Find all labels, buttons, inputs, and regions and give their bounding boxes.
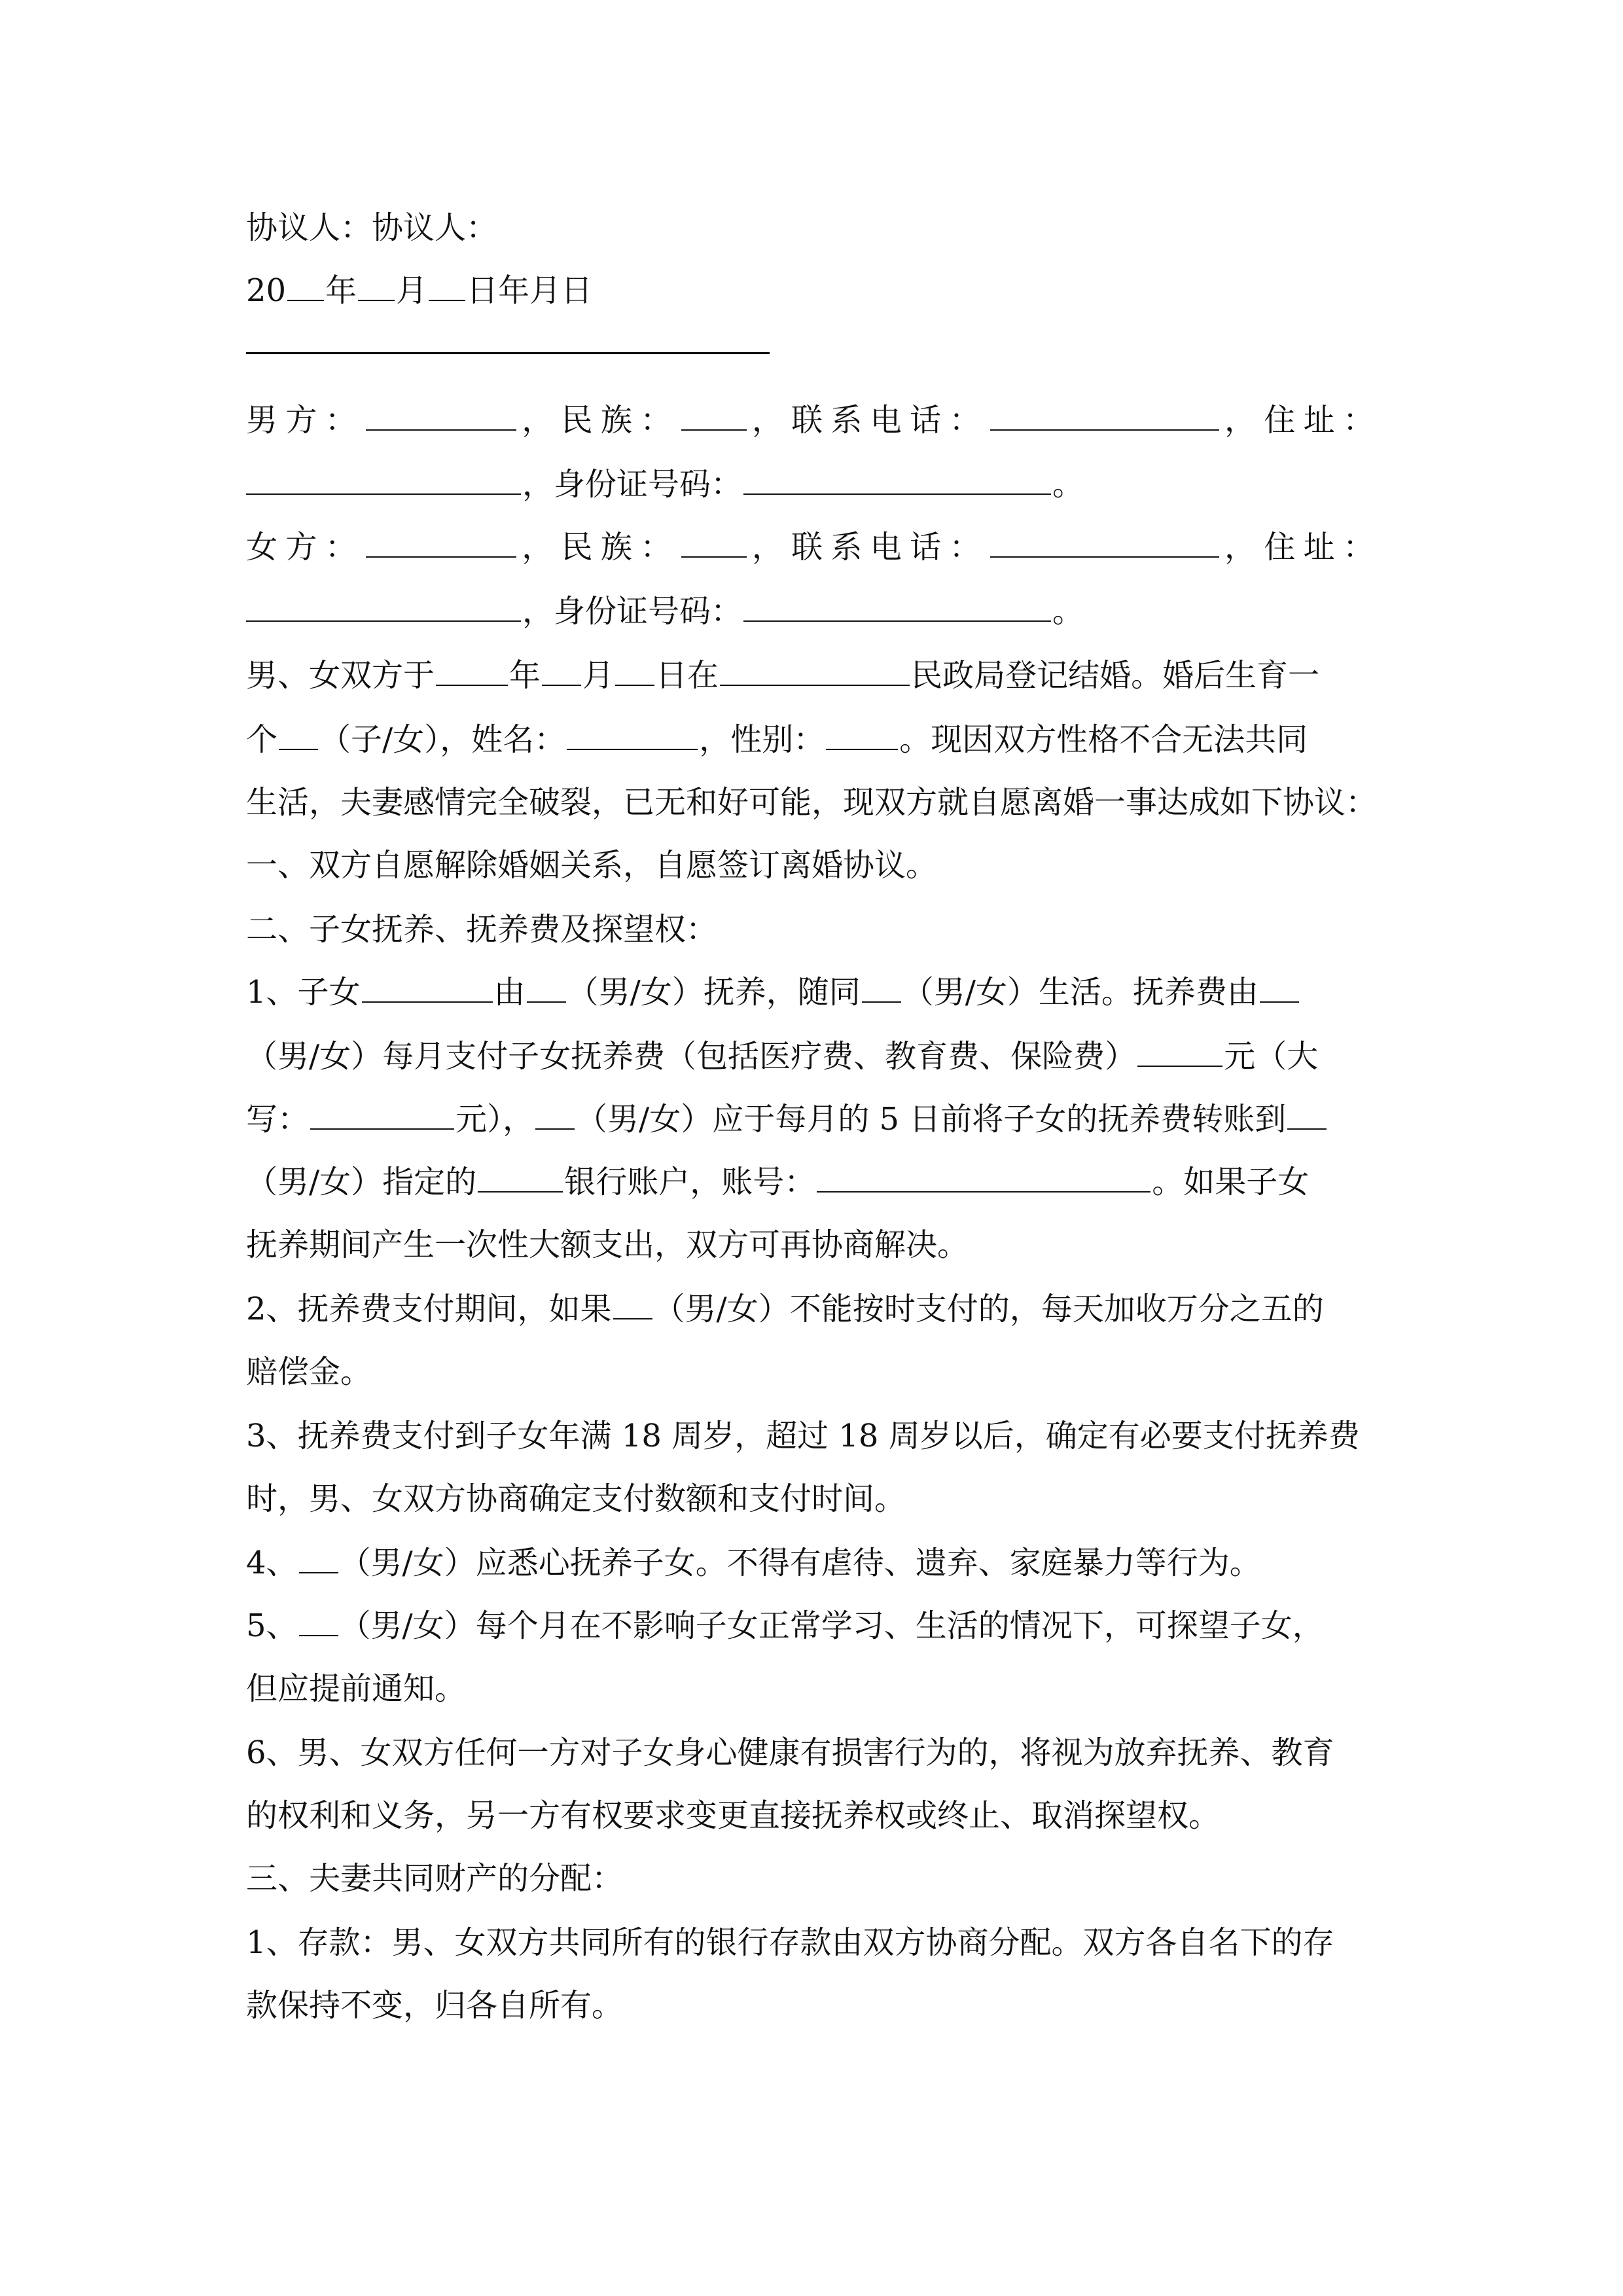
female-address-blank[interactable]: [246, 592, 521, 622]
intro-line3: 生活，夫妻感情完全破裂，已无和好可能，现双方就自愿离婚一事达成如下协议：: [246, 784, 1378, 821]
text: ，性别：: [699, 721, 825, 758]
custody-item5-line1: [246, 1606, 1378, 1645]
custody-item1-line4: [246, 1162, 1378, 1202]
custody-item6-line2: 的权利和义务，另一方有权要求变更直接抚养权或终止、取消探望权。: [246, 1797, 1221, 1834]
text: 写：: [246, 1101, 310, 1138]
period: 。: [1052, 593, 1084, 630]
custody-item3-line2: 时，男、女双方协商确定支付数额和支付时间。: [246, 1480, 906, 1517]
female-party-line2: [246, 592, 1378, 631]
intro-line2: [246, 720, 1378, 759]
amount-blank[interactable]: [1137, 1037, 1222, 1067]
custody-item1-line5: 抚养期间产生一次性大额支出，双方可再协商解决。: [246, 1227, 969, 1263]
section-3-heading: 三、夫妻共同财产的分配：: [246, 1860, 624, 1897]
female-ethnicity-label: ，民族：: [517, 529, 680, 565]
text: 4、: [246, 1545, 298, 1581]
text: 。现因双方性格不合无法共同: [899, 721, 1308, 758]
text: 。如果子女: [1152, 1164, 1310, 1200]
residence-blank[interactable]: [862, 973, 901, 1003]
marriage-day-blank[interactable]: [615, 656, 654, 686]
female-id-blank[interactable]: [743, 592, 1051, 622]
signature-date: [246, 271, 1378, 310]
female-party-line1: [246, 528, 1378, 567]
female-phone-blank[interactable]: [990, 528, 1219, 558]
bank-blank[interactable]: [478, 1162, 563, 1193]
custody-item1-line3: [246, 1100, 1378, 1139]
date-day-label: 日: [467, 272, 499, 309]
amount-words-blank[interactable]: [310, 1100, 454, 1130]
female-ethnicity-blank[interactable]: [681, 528, 747, 558]
male-label: 男方：: [246, 402, 365, 439]
custody-item3-line1: 3、抚养费支付到子女年满 18 周岁，超过 18 周岁以后，确定有必要支付抚养费: [246, 1418, 1360, 1454]
male-id-label: ，身份证号码：: [522, 466, 743, 503]
custody-item5-line2: 但应提前通知。: [246, 1670, 467, 1707]
section-1: 一、双方自愿解除婚姻关系，自愿签订离婚协议。: [246, 847, 938, 884]
male-address-blank[interactable]: [246, 465, 521, 495]
male-address-label: ，住址：: [1220, 402, 1378, 439]
text: 元（大: [1224, 1038, 1319, 1075]
payer-blank[interactable]: [1260, 973, 1299, 1003]
female-label: 女方：: [246, 529, 365, 565]
period: 。: [1052, 466, 1084, 503]
child-blank[interactable]: [362, 973, 493, 1003]
intro-line1: [246, 656, 1378, 695]
custody-item2-line2: 赔偿金。: [246, 1354, 372, 1390]
text: 年: [509, 657, 541, 694]
male-phone-label: ，联系电话：: [747, 402, 989, 439]
date-prefix: 20: [246, 272, 287, 309]
male-phone-blank[interactable]: [990, 401, 1219, 431]
text: 男、女双方于: [246, 657, 435, 694]
day-blank[interactable]: [429, 271, 465, 301]
marriage-year-blank[interactable]: [436, 656, 508, 686]
separator-rule: [246, 352, 770, 354]
male-ethnicity-blank[interactable]: [681, 401, 747, 431]
text: （男/女）应悉心抚养子女。不得有虐待、遗弃、家庭暴力等行为。: [339, 1545, 1261, 1581]
female-id-label: ，身份证号码：: [522, 593, 743, 630]
male-party-line1: [246, 401, 1378, 440]
text: 元），: [455, 1101, 535, 1138]
visitor-blank[interactable]: [299, 1606, 338, 1636]
custody-item6-line1: 6、男、女双方任何一方对子女身心健康有损害行为的，将视为放弃抚养、教育: [246, 1734, 1334, 1771]
date-suffix: 年月日: [498, 272, 593, 309]
text: 个: [246, 721, 278, 758]
female-address-label: ，住址：: [1220, 529, 1378, 565]
custody-item1-line2: [246, 1037, 1378, 1076]
custody-item4-line1: [246, 1543, 1378, 1583]
section-2-heading: 二、子女抚养、抚养费及探望权：: [246, 911, 718, 948]
text: 由: [493, 974, 526, 1011]
child-gender-blank[interactable]: [826, 720, 898, 750]
text: （男/女）生活。抚养费由: [902, 974, 1258, 1011]
account-number-blank[interactable]: [817, 1162, 1150, 1193]
text: （子/女），姓名：: [319, 721, 566, 758]
parties-label: 协议人：协议人：: [246, 209, 498, 246]
signature-parties: [246, 208, 1378, 247]
text: （男/女）不能按时支付的，每天加收万分之五的: [653, 1291, 1324, 1327]
registry-office-blank[interactable]: [720, 656, 910, 686]
year-blank[interactable]: [287, 271, 324, 301]
marriage-month-blank[interactable]: [542, 656, 581, 686]
text: （男/女）应于每月的 5 日前将子女的抚养费转账到: [576, 1101, 1287, 1138]
property-item1-line2: 款保持不变，归各自所有。: [246, 1987, 624, 2024]
female-name-blank[interactable]: [366, 528, 516, 558]
date-month-label: 月: [396, 272, 428, 309]
text: （男/女）抚养，随同: [567, 974, 861, 1011]
month-blank[interactable]: [358, 271, 395, 301]
child-type-blank[interactable]: [279, 720, 318, 750]
male-id-blank[interactable]: [743, 465, 1051, 495]
transfer-receiver-blank[interactable]: [1287, 1100, 1327, 1130]
custody-item1-line1: [246, 973, 1378, 1012]
text: 银行账户，账号：: [564, 1164, 816, 1200]
text: 日在: [656, 657, 719, 694]
property-item1-line1: 1、存款：男、女双方共同所有的银行存款由双方协商分配。双方各自名下的存: [246, 1924, 1334, 1961]
text: 民政局登记结婚。婚后生育一: [911, 657, 1320, 694]
custody-item2-line1: [246, 1289, 1378, 1329]
female-phone-label: ，联系电话：: [747, 529, 989, 565]
caregiver-blank[interactable]: [299, 1543, 338, 1573]
text: （男/女）每个月在不影响子女正常学习、生活的情况下，可探望子女，: [339, 1607, 1324, 1644]
male-name-blank[interactable]: [366, 401, 516, 431]
text: 月: [582, 657, 615, 694]
text: 1、子女: [246, 974, 361, 1011]
male-ethnicity-label: ，民族：: [517, 402, 680, 439]
transfer-payer-blank[interactable]: [535, 1100, 575, 1130]
custodian-blank[interactable]: [527, 973, 566, 1003]
text: 5、: [246, 1607, 298, 1644]
date-year-label: 年: [325, 272, 357, 309]
child-name-blank[interactable]: [567, 720, 698, 750]
male-party-line2: [246, 465, 1378, 504]
text: （男/女）每月支付子女抚养费（包括医疗费、教育费、保险费）: [246, 1038, 1137, 1075]
text: 2、抚养费支付期间，如果: [246, 1291, 612, 1327]
late-payer-blank[interactable]: [613, 1289, 652, 1319]
text: （男/女）指定的: [246, 1164, 477, 1200]
